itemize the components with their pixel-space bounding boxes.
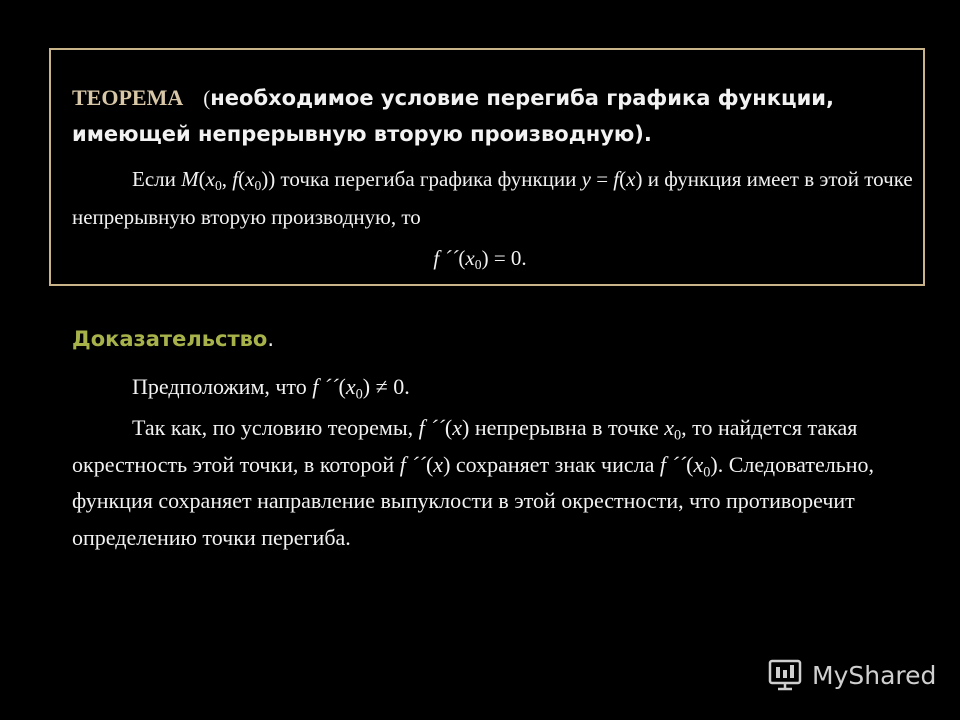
math-var: f ´´ <box>312 374 339 399</box>
math-var: x <box>205 167 215 191</box>
text: = <box>590 167 614 191</box>
math-var: x <box>465 246 475 270</box>
math-var: x <box>626 167 636 191</box>
watermark <box>768 657 938 693</box>
watermark-text: MyShared <box>812 660 937 690</box>
math-var: f <box>232 167 239 191</box>
math-var: f <box>613 167 620 191</box>
text: и функция имеет в этой точке непрерывную вторую производную, то <box>72 167 913 229</box>
math-sub: 0 <box>214 178 222 194</box>
text: непрерывна в точке <box>469 415 665 440</box>
proof-title: Доказательство <box>72 327 268 351</box>
math-var: f ´´ <box>433 246 459 270</box>
math-var: x <box>433 451 444 477</box>
proof-heading <box>72 327 274 351</box>
theorem-title: ТЕОРЕМА <box>72 85 184 110</box>
math-var: x <box>345 374 356 399</box>
math-var: M <box>181 167 199 191</box>
paren-open: ( <box>203 86 211 110</box>
slides-icon <box>768 658 806 692</box>
proof-body: Так как, по условию теоремы, f ´´(x) непрерывна в точке $x_0$, то найдется такая окрестность этой точки, в которой f ´´(x) сохраняет знак числа f $´´(x_0)$. Следовательно, функция сохраняет направление выпуклости в этой окрестности, что противоречит определению точки перегиба. <box>72 415 875 550</box>
math-sub: 0 <box>474 257 482 273</box>
math-var: x <box>664 415 674 440</box>
text: точка перегиба графика функции <box>280 167 582 191</box>
math-sub: 0 <box>254 178 262 194</box>
math-var: f ´´ <box>659 451 687 477</box>
text: сохраняет знак числа <box>450 451 660 477</box>
math-var: f ´´ <box>399 451 426 477</box>
math-var: y <box>581 167 591 191</box>
math-sub: 0 <box>703 463 711 480</box>
math-var: x <box>693 451 704 477</box>
math-sub: 0 <box>673 427 682 444</box>
theorem-heading <box>72 80 932 152</box>
text: Предположим, что <box>132 374 313 399</box>
proof-assumption: Предположим, что f $´´(x_0) \ne 0$. <box>132 374 410 403</box>
math-var: f ´´ <box>418 415 445 440</box>
text: 0. <box>387 374 410 399</box>
text: . <box>267 327 275 351</box>
text: , то найдется такая окрестность этой точки, в которой <box>72 415 858 477</box>
math-var: x <box>452 415 462 440</box>
text: Если <box>132 167 182 191</box>
text: . Следовательно, функция сохраняет направление выпуклости в этой окрестности, что противоречит определению точки перегиба. <box>72 451 875 550</box>
theorem-condition: необходимое условие перегиба графика функции, имеющей непрерывную вторую производную). <box>72 86 834 146</box>
not-equal-symbol: ≠ <box>375 374 388 399</box>
math-sub: 0 <box>355 386 363 403</box>
math-var: x <box>245 167 255 191</box>
theorem-formula: f $´´(x_0) = 0$. <box>433 246 527 273</box>
text: = 0. <box>488 246 527 270</box>
text: Так как, по условию теоремы, <box>132 415 419 440</box>
theorem-statement: Если $M(x_0$, $f(x_0)$) точка перегиба графика функции y = f(x) и функция имеет в этой точке непрерывную вторую производную, то <box>72 167 913 229</box>
